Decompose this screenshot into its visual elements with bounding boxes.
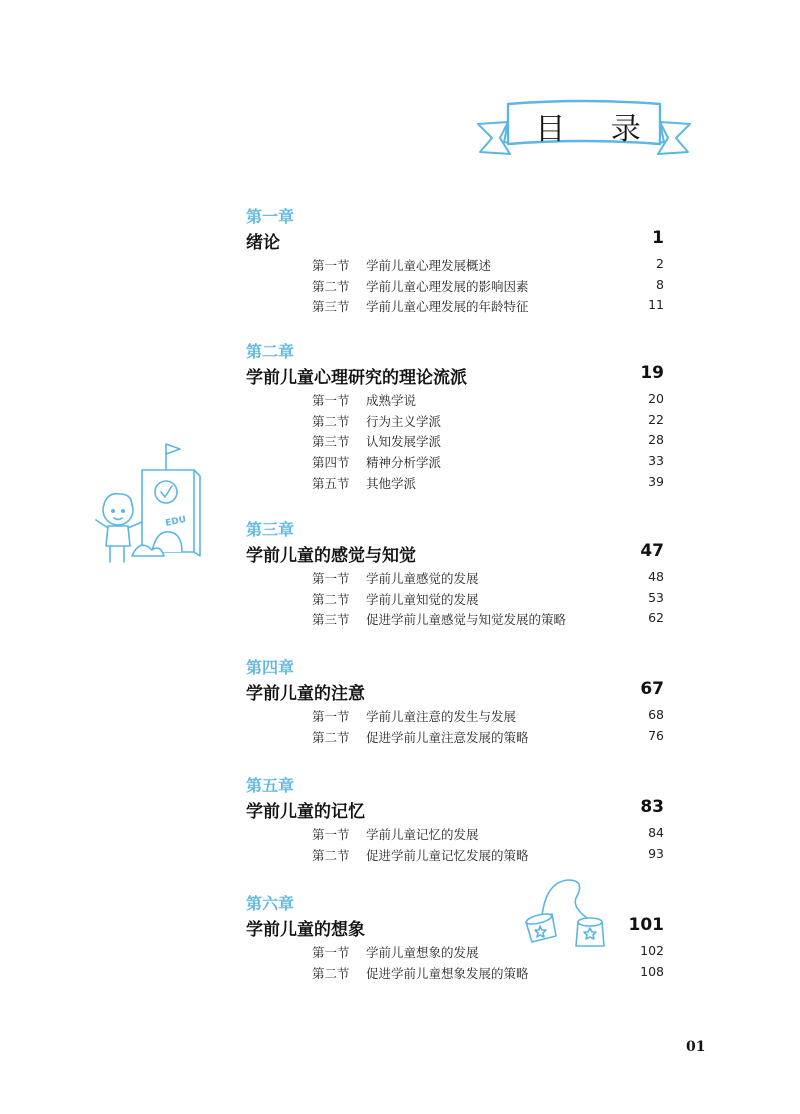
chapter-title-row[interactable] [246, 679, 664, 703]
chapter-title-row[interactable] [246, 541, 664, 565]
section-number: 第一节 [312, 571, 350, 586]
section-page-number: 108 [640, 963, 664, 979]
section-title: 学前儿童心理发展的影响因素 [366, 278, 529, 294]
section-title: 促进学前儿童想象发展的策略 [366, 965, 529, 981]
chapter-title: 绪论 [246, 233, 280, 253]
section-entry[interactable] [246, 846, 664, 866]
section-page-number: 39 [648, 473, 664, 489]
section-number: 第二节 [312, 278, 350, 294]
section-page-number: 68 [648, 707, 664, 722]
section-entry[interactable] [246, 412, 664, 432]
section-number: 第一节 [312, 258, 350, 273]
section-entry[interactable] [246, 943, 664, 963]
section-title: 学前儿童心理发展概述 [366, 258, 492, 273]
chapter-page-number: 83 [640, 797, 664, 817]
section-page-number: 33 [648, 453, 664, 469]
section-title: 促进学前儿童注意发展的策略 [366, 729, 529, 745]
chapter-title-row[interactable] [246, 228, 664, 252]
chapter-number: 第六章 [246, 894, 295, 913]
chapter-number: 第二章 [246, 342, 295, 361]
chapter-title: 学前儿童的想象 [246, 920, 365, 940]
section-page-number: 22 [648, 411, 664, 427]
chapter-title: 学前儿童的感觉与知觉 [246, 546, 416, 566]
section-entry[interactable] [246, 277, 664, 297]
chapter-page-number: 67 [640, 679, 664, 699]
section-page-number: 11 [648, 297, 664, 313]
section-title: 促进学前儿童记忆发展的策略 [366, 847, 529, 863]
section-number: 第一节 [312, 393, 350, 408]
section-title: 学前儿童想象的发展 [366, 945, 479, 960]
section-number: 第二节 [312, 729, 350, 745]
section-page-number: 48 [648, 569, 664, 584]
section-entry[interactable] [246, 453, 664, 473]
section-entry[interactable] [246, 590, 664, 610]
page-title: 目 录 [535, 112, 659, 147]
section-page-number: 8 [656, 276, 664, 292]
section-number: 第五节 [312, 475, 350, 491]
section-number: 第一节 [312, 945, 350, 960]
section-number: 第三节 [312, 434, 350, 450]
section-title: 成熟学说 [366, 393, 417, 408]
section-title: 行为主义学派 [366, 413, 442, 429]
section-title: 学前儿童知觉的发展 [366, 591, 479, 607]
section-number: 第二节 [312, 965, 350, 981]
section-entry[interactable] [246, 964, 664, 984]
chapter-page-number: 101 [628, 915, 664, 935]
chapter-title-row[interactable] [246, 915, 664, 939]
section-number: 第二节 [312, 413, 350, 429]
section-page-number: 62 [648, 610, 664, 626]
section-entry[interactable] [246, 256, 664, 276]
section-title: 学前儿童感觉的发展 [366, 571, 479, 586]
section-entry[interactable] [246, 391, 664, 411]
chapter-title: 学前儿童的注意 [246, 684, 365, 704]
section-page-number: 2 [656, 256, 664, 271]
section-title: 学前儿童注意的发生与发展 [366, 709, 517, 724]
child-with-edu-book-illustration [90, 440, 208, 568]
section-entry[interactable] [246, 707, 664, 727]
section-page-number: 93 [648, 845, 664, 861]
section-entry[interactable] [246, 728, 664, 748]
chapter-title-row[interactable] [246, 797, 664, 821]
section-title: 其他学派 [366, 475, 417, 491]
section-number: 第二节 [312, 847, 350, 863]
section-entry[interactable] [246, 432, 664, 452]
section-number: 第三节 [312, 612, 350, 628]
section-title: 促进学前儿童感觉与知觉发展的策略 [366, 612, 567, 628]
section-number: 第一节 [312, 709, 350, 724]
page-number: 01 [686, 1039, 706, 1055]
section-page-number: 76 [648, 727, 664, 743]
section-number: 第一节 [312, 827, 350, 842]
section-page-number: 28 [648, 432, 664, 448]
section-page-number: 20 [648, 391, 664, 406]
section-number: 第二节 [312, 591, 350, 607]
section-title: 精神分析学派 [366, 455, 442, 471]
chapter-page-number: 1 [652, 228, 664, 248]
section-title: 学前儿童心理发展的年龄特征 [366, 299, 529, 315]
chapter-number: 第三章 [246, 520, 295, 539]
section-page-number: 53 [648, 589, 664, 605]
section-page-number: 102 [640, 943, 664, 958]
section-number: 第四节 [312, 455, 350, 471]
section-title: 认知发展学派 [366, 434, 442, 450]
section-entry[interactable] [246, 474, 664, 494]
edu-sign-text: EDU [164, 514, 188, 529]
section-number: 第三节 [312, 299, 350, 315]
chapter-number: 第四章 [246, 658, 295, 677]
chapter-page-number: 19 [640, 363, 664, 383]
chapter-page-number: 47 [640, 541, 664, 561]
chapter-number: 第五章 [246, 776, 295, 795]
chapter-title: 学前儿童心理研究的理论流派 [246, 368, 467, 388]
chapter-title-row[interactable] [246, 363, 664, 387]
section-page-number: 84 [648, 825, 664, 840]
section-entry[interactable] [246, 569, 664, 589]
section-entry[interactable] [246, 825, 664, 845]
section-entry[interactable] [246, 610, 664, 630]
section-entry[interactable] [246, 297, 664, 317]
chapter-title: 学前儿童的记忆 [246, 802, 365, 822]
section-title: 学前儿童记忆的发展 [366, 827, 479, 842]
chapter-number: 第一章 [246, 207, 295, 226]
